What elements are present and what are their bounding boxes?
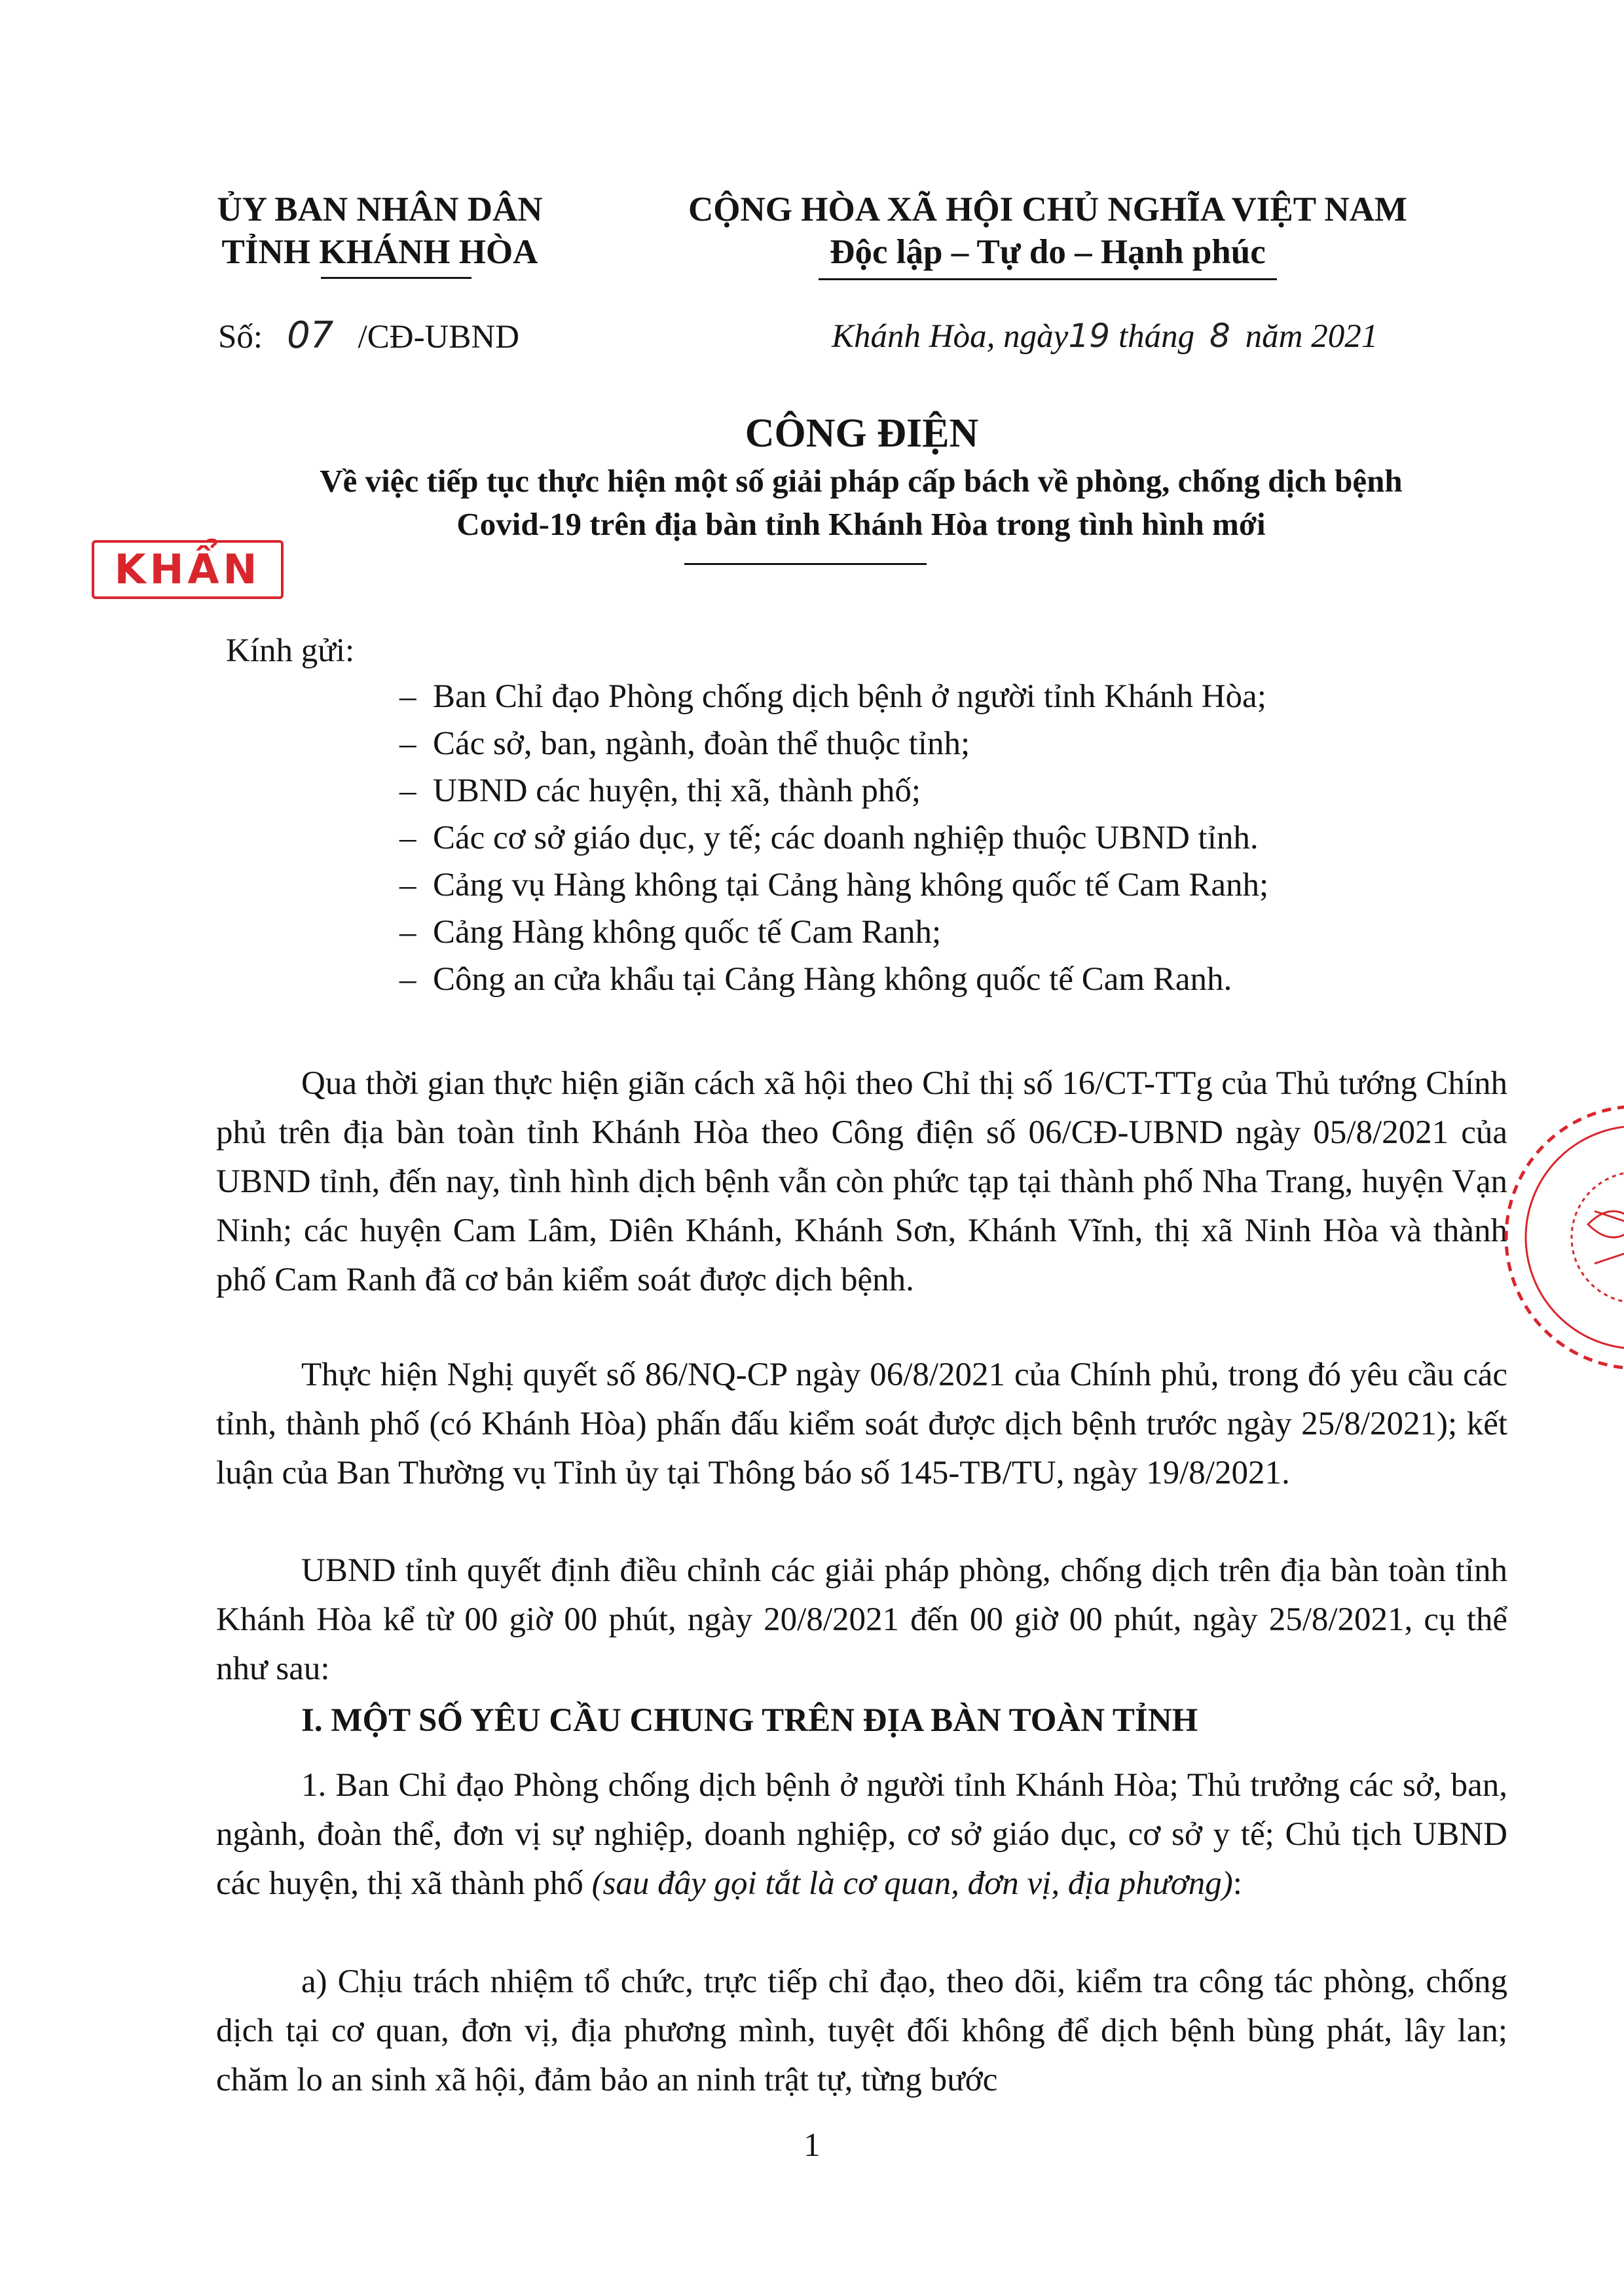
- recipient-item: – Cảng Hàng không quốc tế Cam Ranh;: [399, 914, 942, 951]
- title-underline: [684, 563, 927, 565]
- item-1: [216, 1761, 1507, 1908]
- document-subtitle-line1: Về việc tiếp tục thực hiện một số giải pháp cấp bách về phòng, chống dịch bệnh: [320, 463, 1403, 499]
- recipient-item: – Các sở, ban, ngành, đoàn thể thuộc tỉnh;: [399, 725, 970, 762]
- date-line: [832, 313, 1378, 359]
- number-suffix: /CĐ-UBND: [358, 319, 520, 355]
- document-title: CÔNG ĐIỆN: [745, 411, 979, 456]
- section-heading: I. MỘT SỐ YÊU CẦU CHUNG TRÊN ĐỊA BÀN TOÀN TỈNH: [301, 1702, 1198, 1739]
- agency-underline: [321, 277, 471, 279]
- recipient-item: – Các cơ sở giáo dục, y tế; các doanh nghiệp thuộc UBND tỉnh.: [399, 820, 1259, 856]
- recipient-item: – Cảng vụ Hàng không tại Cảng hàng không quốc tế Cam Ranh;: [399, 867, 1269, 903]
- handwritten-number: 07: [287, 314, 334, 357]
- date-month: 8: [1209, 317, 1230, 355]
- official-seal: [1496, 1100, 1624, 1375]
- document-subtitle-line2: Covid-19 trên địa bàn tỉnh Khánh Hòa trong tình hình mới: [456, 506, 1266, 542]
- national-motto: Độc lập – Tự do – Hạnh phúc: [830, 233, 1266, 271]
- salutation: Kính gửi:: [226, 632, 355, 669]
- motto-underline: [819, 278, 1277, 280]
- item-a: a) Chịu trách nhiệm tổ chức, trực tiếp chỉ đạo, theo dõi, kiểm tra công tác phòng, chống dịch tại cơ quan, đơn vị, địa phương mình, tuyệt đối không để dịch bệnh bùng phát, lây lan; chăm lo an sinh xã hội, đảm bảo an ninh trật tự, từng bước: [216, 1963, 1507, 2098]
- recipient-item: – Công an cửa khẩu tại Cảng Hàng không quốc tế Cam Ranh.: [399, 961, 1232, 998]
- agency-name-line1: ỦY BAN NHÂN DÂN: [217, 191, 543, 228]
- document-number: [218, 313, 519, 360]
- date-place: Khánh Hòa, ngày: [832, 318, 1069, 355]
- date-year: năm 2021: [1245, 318, 1378, 355]
- agency-name-line2: TỈNH KHÁNH HÒA: [221, 233, 538, 271]
- item-1-text: 1. Ban Chỉ đạo Phòng chống dịch bệnh ở người tỉnh Khánh Hòa; Thủ trưởng các sở, ban, ngành, đoàn thể, đơn vị sự nghiệp, doanh nghiệp, cơ sở giáo dục, cơ sở y tế; Chủ tịch UBND các huyện, thị xã thành phố: [216, 1767, 1507, 1902]
- recipient-item: – Ban Chỉ đạo Phòng chống dịch bệnh ở người tỉnh Khánh Hòa;: [399, 678, 1266, 715]
- page-number: 1: [803, 2127, 821, 2164]
- item-1-tail: :: [1232, 1865, 1242, 1902]
- national-title: CỘNG HÒA XÃ HỘI CHỦ NGHĨA VIỆT NAM: [688, 191, 1407, 228]
- date-day: 19: [1068, 317, 1111, 355]
- recipient-item: – UBND các huyện, thị xã, thành phố;: [399, 773, 921, 809]
- seal-graphic: [1496, 1100, 1624, 1375]
- urgent-stamp: KHẨN: [92, 540, 284, 599]
- paragraph-context: Qua thời gian thực hiện giãn cách xã hội theo Chỉ thị số 16/CT-TTg của Thủ tướng Chính phủ trên địa bàn toàn tỉnh Khánh Hòa theo Công điện số 06/CĐ-UBND ngày 05/8/2021 của UBND tỉnh, đến nay, tình hình dịch bệnh vẫn còn phức tạp tại thành phố Nha Trang, huyện Vạn Ninh; các huyện Cam Lâm, Diên Khánh, Khánh Sơn, Khánh Vĩnh, thị xã Ninh Hòa và thành phố Cam Ranh đã cơ bản kiểm soát được dịch bệnh.: [216, 1065, 1507, 1298]
- item-1-note: (sau đây gọi tắt là cơ quan, đơn vị, địa phương): [591, 1865, 1233, 1902]
- date-month-label: tháng: [1118, 318, 1195, 355]
- paragraph-decision: UBND tỉnh quyết định điều chỉnh các giải pháp phòng, chống dịch trên địa bàn toàn tỉnh Khánh Hòa kể từ 00 giờ 00 phút, ngày 20/8/2021 đến 00 giờ 00 phút, ngày 25/8/2021, cụ thể như sau:: [216, 1552, 1507, 1687]
- number-prefix: Số:: [218, 319, 263, 355]
- paragraph-resolution: Thực hiện Nghị quyết số 86/NQ-CP ngày 06/8/2021 của Chính phủ, trong đó yêu cầu các tỉnh, thành phố (có Khánh Hòa) phấn đấu kiểm soát được dịch bệnh trước ngày 25/8/2021); kết luận của Ban Thường vụ Tỉnh ủy tại Thông báo số 145-TB/TU, ngày 19/8/2021.: [216, 1357, 1507, 1491]
